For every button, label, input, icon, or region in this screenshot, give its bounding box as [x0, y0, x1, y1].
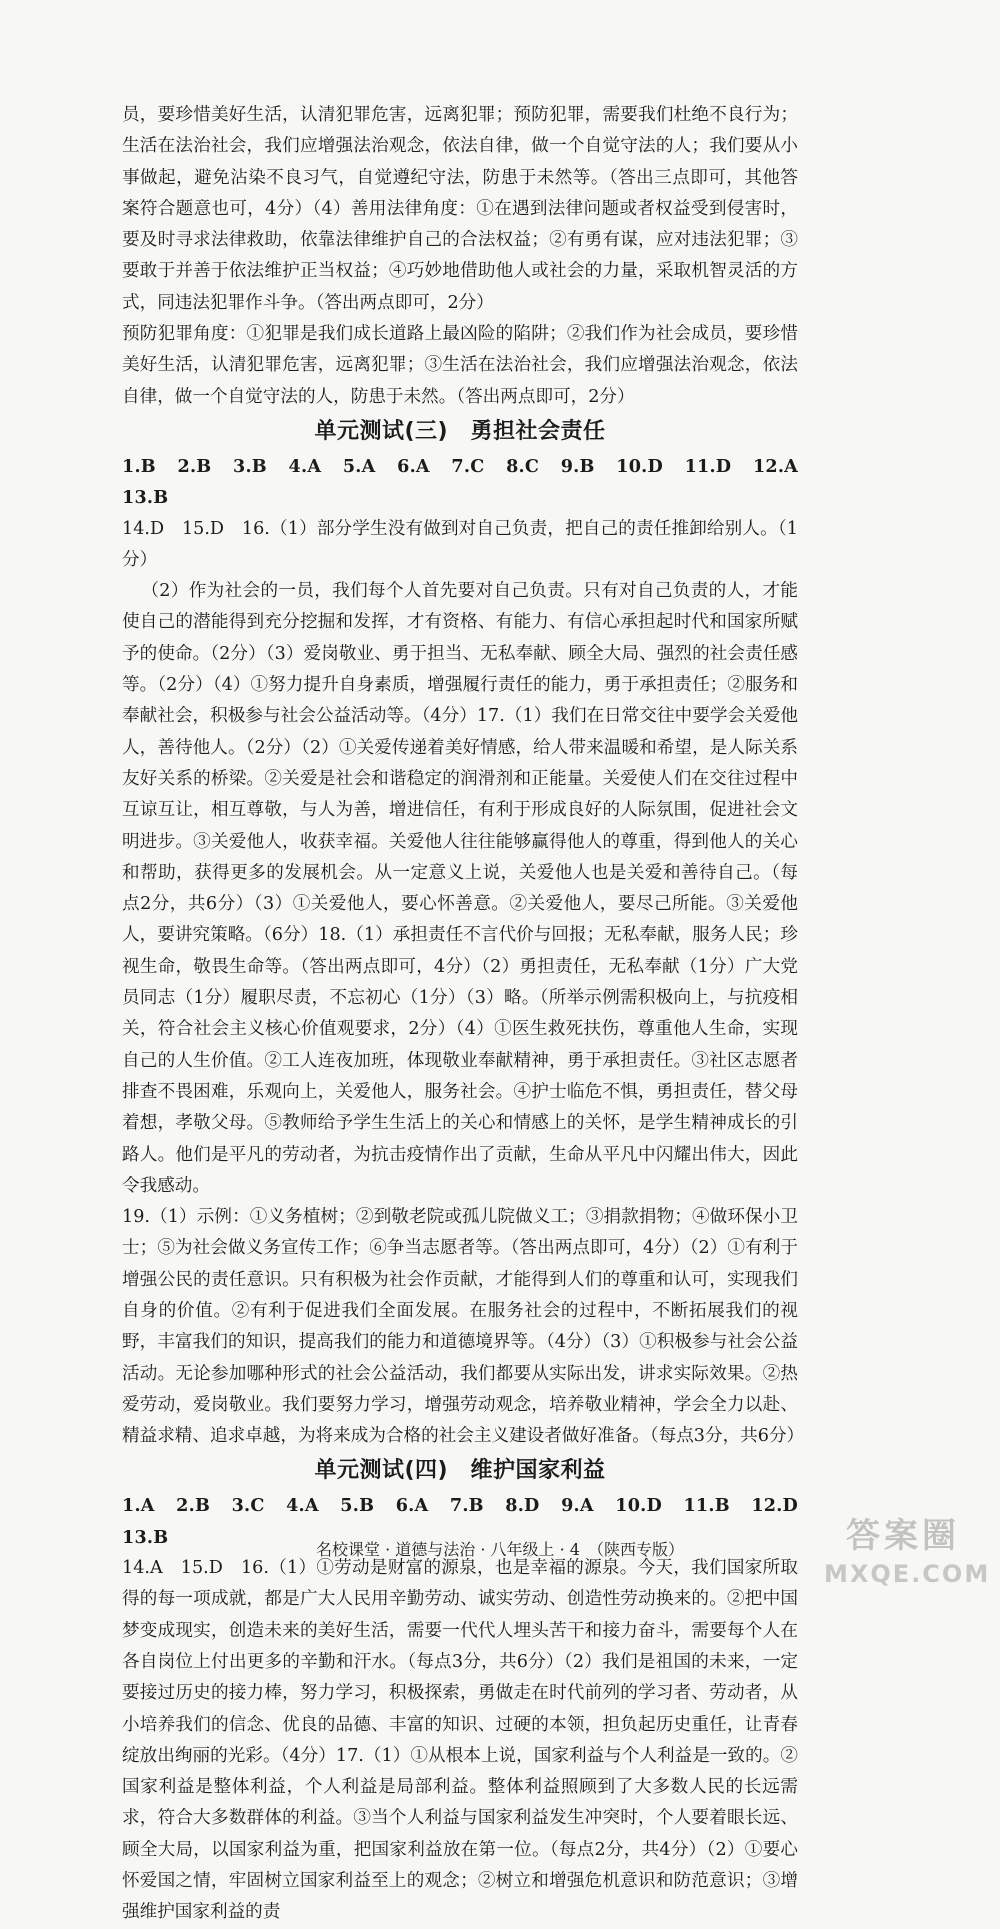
unit3-title: 单元测试(三) 勇担社会责任 — [314, 418, 606, 444]
unit4-paragraph-1: 14.A 15.D 16.（1）①劳动是财富的源泉，也是幸福的源泉。今天，我们国家所取得的每一项成就，都是广大人民用辛勤劳动、诚实劳动、创造性劳动换来的。②把中国梦变成现实，创造未来的美好生活，需要一代代人埋头苦干和接力奋斗，需要每个人在各自岗位上付出更多的辛勤和汗水。（每点3分，共6分）（2）我们是祖国的未来，一定要接过历史的接力棒，努力学习，积极探索，勇做走在时代前列的学习者、劳动者，从小培养我们的信念、优良的品德、丰富的知识、过硬的本领，担负起历史重任，让青春绽放出绚丽的光彩。（4分）17.（1）①从根本上说，国家利益与个人利益是一致的。②国家利益是整体利益，个人利益是局部利益。整体利益照顾到了大多数人民的长远需求，符合大多数群体的利益。③当个人利益与国家利益发生冲突时，个人要着眼长远、顾全大局，以国家利益为重，把国家利益放在第一位。（每点2分，共4分）（2）①要心怀爱国之情，牢固树立国家利益至上的观念；②树立和增强危机意识和防范意识；③增强维护国家利益的责 — [122, 1558, 798, 1923]
unit3-paragraph-1: 14.D 15.D 16.（1）部分学生没有做到对自己负责，把自己的责任推卸给别人。（1分） — [122, 518, 798, 570]
intro-paragraph-2: 预防犯罪角度：①犯罪是我们成长道路上最凶险的陷阱；②我们作为社会成员，要珍惜美好生活，认清犯罪危害，远离犯罪；③生活在法治社会，我们应增强法治观念，依法自律，做一个自觉守法的人，防患于未然。（答出两点即可，2分） — [122, 324, 798, 407]
unit4-choice-answers: 1.A 2.B 3.C 4.A 5.B 6.A 7.B 8.D 9.A 10.D 11.B 12.D 13.B — [122, 1495, 816, 1548]
unit3-paragraph-3: 19.（1）示例：①义务植树；②到敬老院或孤儿院做义工；③捐款捐物；④做环保小卫士；⑤为社会做义务宣传工作；⑥争当志愿者等。（答出两点即可，4分）（2）①有利于增强公民的责任意识。只有积极为社会作贡献，才能得到人们的尊重和认可，实现我们自身的价值。②有利于促进我们全面发展。在服务社会的过程中，不断拓展我们的视野，丰富我们的知识，提高我们的能力和道德境界等。（4分）（3）①积极参与社会公益活动。无论参加哪种形式的社会公益活动，我们都要从实际出发，讲求实际效果。②热爱劳动，爱岗敬业。我们要努力学习，增强劳动观念，培养敬业精神，学会全力以赴、精益求精、追求卓越，为将来成为合格的社会主义建设者做好准备。（每点3分，共6分） — [122, 1207, 805, 1447]
answer-page — [122, 100, 816, 1929]
intro-paragraph-1: 员，要珍惜美好生活，认清犯罪危害，远离犯罪；预防犯罪，需要我们杜绝不良行为；生活在法治社会，我们应增强法治观念，依法自律，做一个自觉守法的人；我们要从小事做起，避免沾染不良习气，自觉遵纪守法，防患于未然等。（答出三点即可，其他答案符合题意也可，4分）（4）善用法律角度：①在遇到法律问题或者权益受到侵害时，要及时寻求法律救助，依靠法律维护自己的合法权益；②有勇有谋，应对违法犯罪；③要敢于并善于依法维护正当权益；④巧妙地借助他人或社会的力量，采取机智灵活的方式，同违法犯罪作斗争。（答出两点即可，2分） — [122, 105, 798, 313]
watermark-logo — [818, 1508, 991, 1588]
unit3-paragraph-2: （2）作为社会的一员，我们每个人首先要对自己负责。只有对自己负责的人，才能使自己的潜能得到充分挖掘和发挥，才有资格、有能力、有信心承担起时代和国家所赋予的使命。（2分）（3）爱岗敬业、勇于担当、无私奉献、顾全大局、强烈的社会责任感等。（2分）（4）①努力提升自身素质，增强履行责任的能力，勇于承担责任；②服务和奉献社会，积极参与社会公益活动等。（4分）17.（1）我们在日常交往中要学会关爱他人，善待他人。（2分）（2）①关爱传递着美好情感，给人带来温暖和希望，是人际关系友好关系的桥梁。②关爱是社会和谐稳定的润滑剂和正能量。关爱使人们在交往过程中互谅互让，相互尊敬，与人为善，增进信任，有利于形成良好的人际氛围，促进社会文明进步。③关爱他人，收获幸福。关爱他人往往能够赢得他人的尊重，得到他人的关心和帮助，获得更多的发展机会。从一定意义上说，关爱他人也是关爱和善待自己。（每点2分，共6分）（3）①关爱他人，要心怀善意。②关爱他人，要尽己所能。③关爱他人，要讲究策略。（6分）18.（1）承担责任不言代价与回报；无私奉献，服务人民；珍视生命，敬畏生命等。（答出两点即可，4分）（2）勇担责任，无私奉献（1分）广大党员同志（1分）履职尽责，不忘初心（1分）（3）略。（所举示例需积极向上，与抗疫相关，符合社会主义核心价值观要求，2分）（4）①医生救死扶伤，尊重他人生命，实现自己的人生价值。②工人连夜加班，体现敬业奉献精神，勇于承担责任。③社区志愿者排查不畏困难，乐观向上，关爱他人，服务社会。④护士临危不惧，勇担责任，替父母着想，孝敬父母。⑤教师给予学生生活上的关心和情感上的关怀，是学生精神成长的引路人。他们是平凡的劳动者，为抗击疫情作出了贡献，生命从平凡中闪耀出伟大，因此令我感动。 — [122, 581, 798, 1196]
watermark-url: MXQE.COM — [824, 1560, 991, 1588]
page-footer: 名校课堂 · 道德与法治 · 八年级上 · 4 （陕西专版） — [316, 1540, 684, 1559]
unit4-title: 单元测试(四) 维护国家利益 — [314, 1458, 606, 1484]
unit3-choice-answers: 1.B 2.B 3.B 4.A 5.A 6.A 7.C 8.C 9.B 10.D 11.D 12.A 13.B — [122, 455, 816, 509]
watermark-logo-text: 答案圈 — [846, 1516, 960, 1556]
